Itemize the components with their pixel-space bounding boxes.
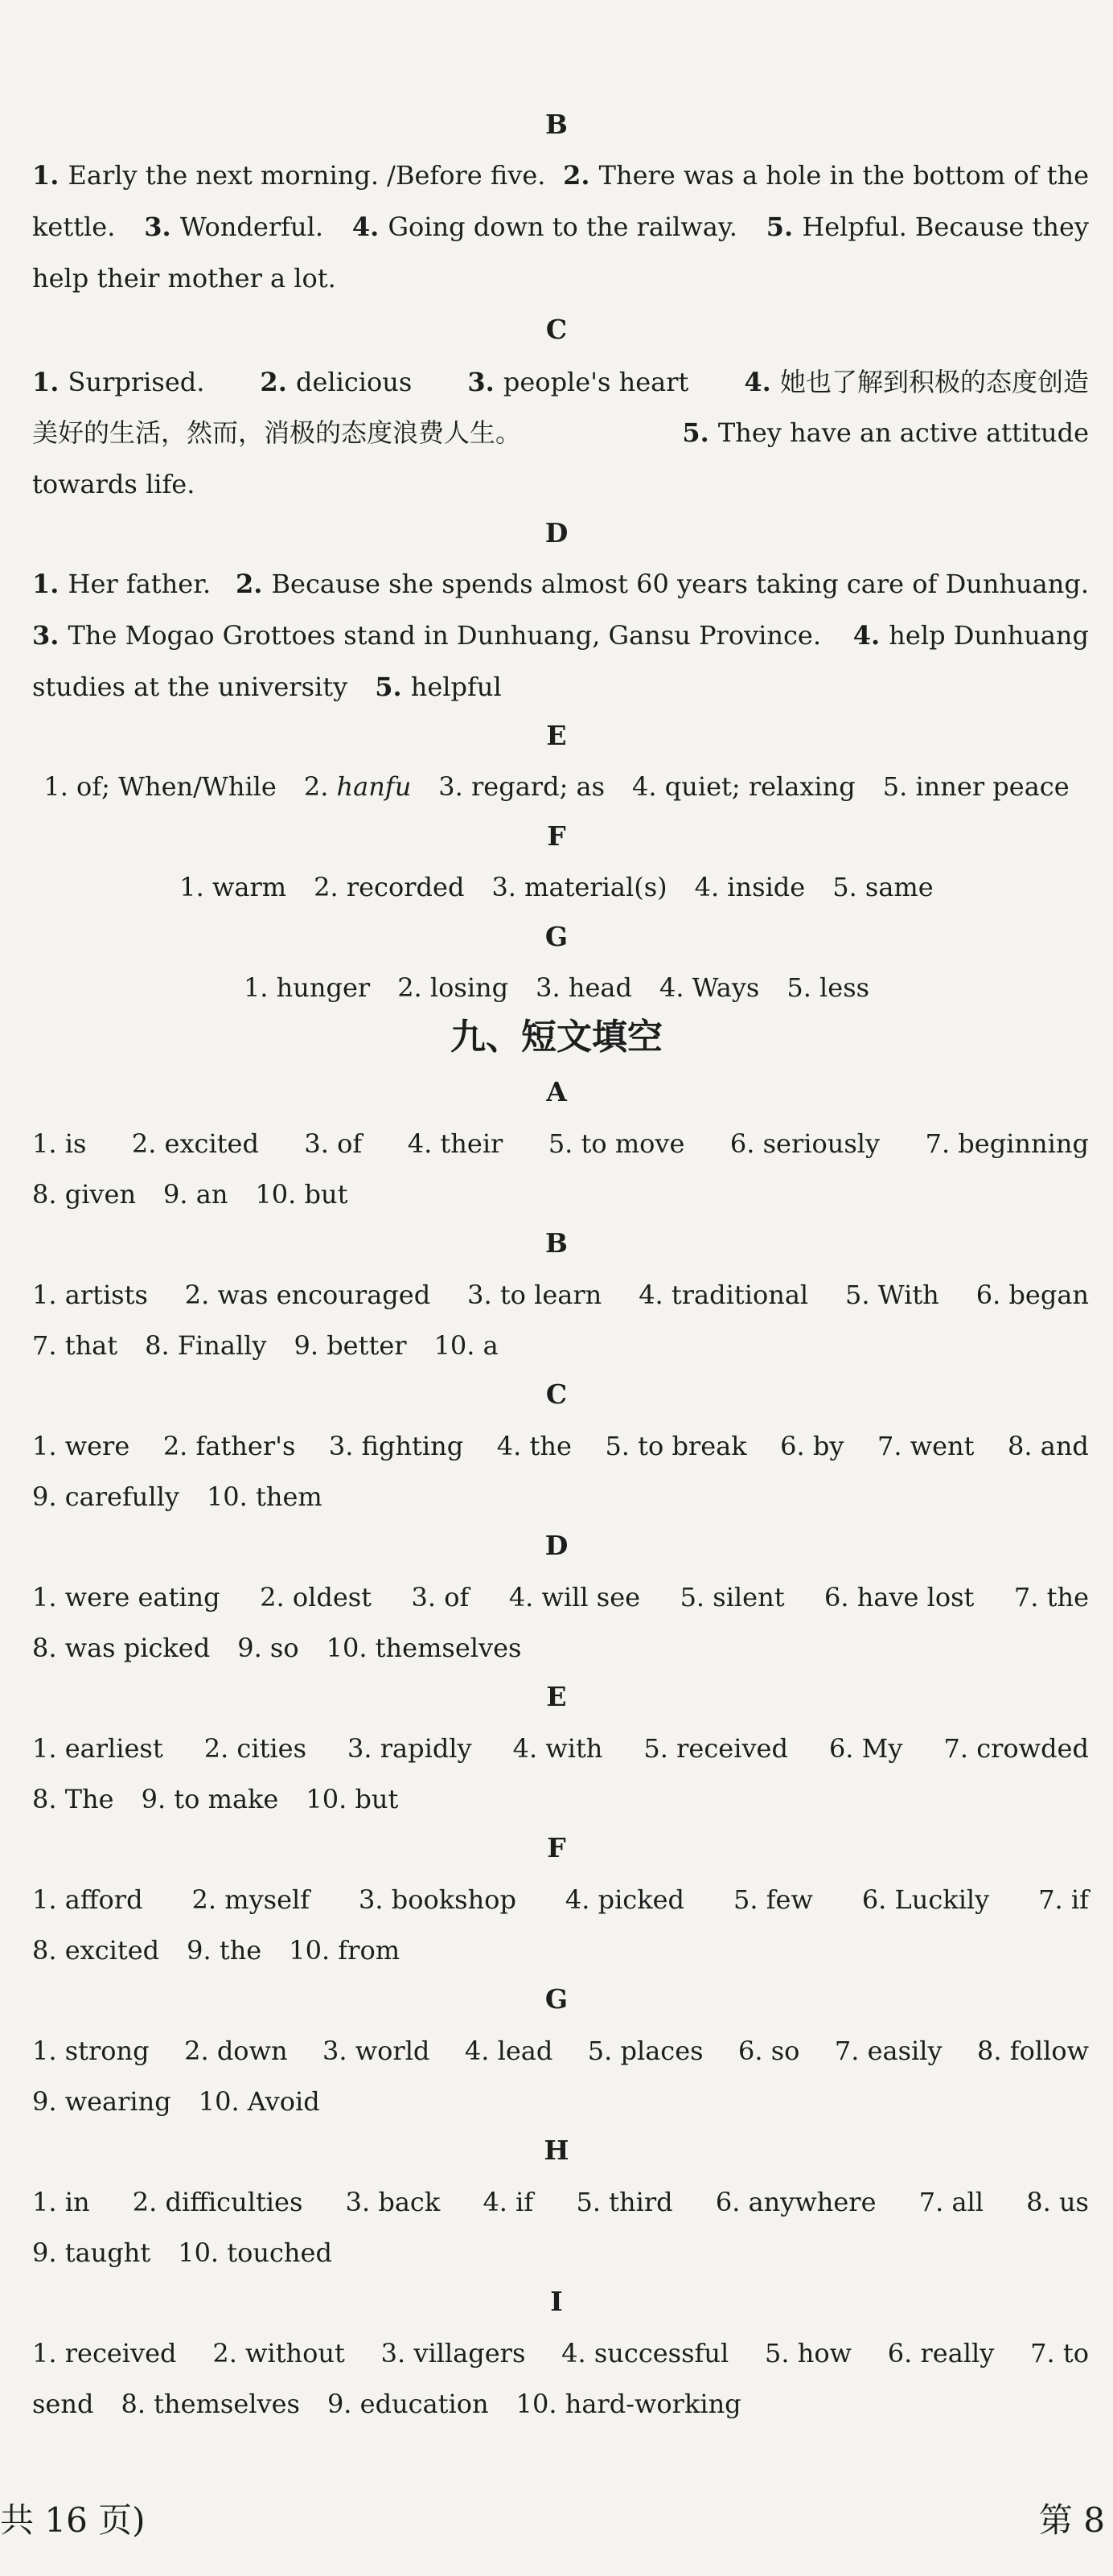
answer-text: 8. themselves (121, 2389, 300, 2419)
answer-line (32, 1884, 1089, 1916)
answer-text: 6. so (738, 2036, 800, 2066)
item-number: 2. (303, 771, 337, 802)
answer-line (32, 2186, 1089, 2218)
answer-line (32, 1329, 1089, 1362)
answer-text: 8. and (1008, 1431, 1089, 1461)
answer-text: 3. rapidly (347, 1733, 472, 1764)
answer-line (32, 2237, 1089, 2269)
answer-text: 9. to make (141, 1784, 279, 1814)
answer-text: 她也了解到积极的态度创造 (779, 367, 1089, 397)
answer-line (0, 770, 1113, 803)
heading-b: B (545, 109, 568, 140)
answer-text: Early the next morning. /Before five. (68, 160, 546, 191)
answer-line (32, 211, 1089, 243)
cloze-heading-c: C (545, 1378, 568, 1410)
answer-text: 6. by (780, 1431, 844, 1461)
answer-text: 7. to (1030, 2338, 1089, 2369)
answer-line (32, 619, 1089, 651)
answer-line (32, 1128, 1089, 1160)
answer-text: 9. so (237, 1633, 299, 1663)
answer-text: 2. without (212, 2338, 345, 2369)
answer-text: 10. touched (178, 2237, 332, 2268)
answer-line (32, 2337, 1089, 2369)
item-number: 5. (766, 212, 803, 242)
item-number: 1. (32, 569, 68, 599)
answer-text: 3. regard; as (438, 771, 606, 802)
answer-text: 8. The (32, 1784, 114, 1814)
answer-text: delicious (295, 367, 413, 397)
item-number: 5. (682, 417, 718, 448)
answer-text: 5. silent (680, 1582, 785, 1613)
answer-text: 10. a (433, 1330, 499, 1361)
answer-text: 7. went (877, 1431, 975, 1461)
answer-text: 4. with (512, 1733, 603, 1764)
answer-line (32, 1178, 1089, 1210)
heading-f: F (547, 820, 566, 852)
answer-line (32, 1632, 1089, 1664)
answer-line (32, 671, 1089, 703)
answer-text: 5. third (576, 2187, 673, 2217)
answer-line (32, 468, 1089, 500)
item-number: 2. (563, 160, 599, 191)
cloze-heading-e: E (546, 1681, 567, 1712)
answer-text: 3. back (345, 2187, 441, 2217)
answer-text: 6. Luckily (861, 1884, 990, 1915)
answer-text: 1. warm (179, 872, 287, 902)
answer-line (32, 1279, 1089, 1311)
item-number: 1. (32, 160, 68, 191)
answer-text: 10. but (255, 1179, 348, 1210)
answer-text: kettle. (32, 212, 116, 242)
answer-text: 9. an (163, 1179, 228, 1210)
answer-text: send (32, 2389, 94, 2419)
answer-text: 4. Ways (659, 972, 760, 1003)
answer-text: The Mogao Grottoes stand in Dunhuang, Gansu Province. (68, 620, 822, 651)
answer-text: 6. began (975, 1280, 1089, 1310)
answer-text: 1. is (32, 1128, 87, 1159)
answer-text: 9. the (187, 1935, 262, 1966)
item-number: 4. (852, 620, 889, 651)
answer-line (32, 568, 1089, 600)
answer-line (32, 2388, 1089, 2420)
cloze-heading-h: H (544, 2134, 569, 2166)
answer-text: 1. were (32, 1431, 130, 1461)
answer-text: 3. fighting (328, 1431, 464, 1461)
answer-line (32, 1481, 1089, 1513)
answer-text: 4. picked (565, 1884, 685, 1915)
answer-text: 2. oldest (260, 1582, 372, 1613)
answer-text: 10. from (289, 1935, 400, 1966)
answer-text: 1. earliest (32, 1733, 163, 1764)
item-number: 2. (235, 569, 272, 599)
cloze-heading-b: B (545, 1227, 568, 1259)
cloze-heading-g: G (544, 1983, 569, 2015)
answer-text: 5. inner peace (882, 771, 1070, 802)
answer-text: 3. head (536, 972, 632, 1003)
item-number: 3. (32, 620, 68, 651)
item-number: 2. (260, 367, 296, 397)
answer-text: 4. if (483, 2187, 534, 2217)
answer-text: 7. the (1013, 1582, 1089, 1613)
answer-text: 4. the (496, 1431, 572, 1461)
item-number: 4. (351, 212, 388, 242)
answer-text: hanfu (336, 771, 412, 802)
answer-text: Her father. (68, 569, 212, 599)
answer-line (32, 1783, 1089, 1815)
answer-text: 5. how (765, 2338, 852, 2369)
answer-text: 6. really (887, 2338, 995, 2369)
answer-line (0, 972, 1113, 1004)
heading-d: D (544, 517, 569, 548)
answer-line (32, 2085, 1089, 2118)
item-number: 1. (32, 367, 68, 397)
cloze-heading-d: D (544, 1530, 569, 1561)
answer-text: 6. have lost (824, 1582, 975, 1613)
answer-text: 1. artists (32, 1280, 148, 1310)
answer-text: Surprised. (68, 367, 205, 397)
answer-text: 2. excited (131, 1128, 259, 1159)
answer-text: 5. less (786, 972, 870, 1003)
answer-line (32, 1581, 1089, 1613)
answer-text: 2. recorded (314, 872, 465, 902)
answer-text: Going down to the railway. (388, 212, 737, 242)
answer-text: 9. wearing (32, 2086, 171, 2117)
answer-text: Because she spends almost 60 years taking care of Dunhuang. (271, 569, 1089, 599)
cloze-heading-a: A (546, 1076, 567, 1107)
item-number: 5. (375, 672, 411, 702)
answer-text: 2. cities (203, 1733, 307, 1764)
answer-text: There was a hole in the bottom of the (598, 160, 1089, 191)
answer-text: 6. anywhere (715, 2187, 877, 2217)
answer-text: Wonderful. (179, 212, 323, 242)
answer-text: 4. quiet; relaxing (632, 771, 856, 802)
answer-text: 4. traditional (639, 1280, 809, 1310)
answer-text: 1. afford (32, 1884, 143, 1915)
answer-text: 1. strong (32, 2036, 150, 2066)
answer-text: 4. successful (561, 2338, 729, 2369)
answer-text: 1. in (32, 2187, 90, 2217)
answer-text: 4. will see (508, 1582, 641, 1613)
answer-text: 4. lead (464, 2036, 553, 2066)
answer-text: 9. education (327, 2389, 489, 2419)
answer-line (32, 366, 1089, 398)
answer-text: They have an active attitude (717, 417, 1089, 448)
answer-text: 8. was picked (32, 1633, 211, 1663)
section-title: 九、短文填空 (450, 1017, 663, 1058)
answer-text: 3. of (304, 1128, 363, 1159)
answer-text: 1. hunger (243, 972, 371, 1003)
answer-text: 2. myself (191, 1884, 310, 1915)
page-number-label: 第 8 (1038, 2500, 1105, 2540)
answer-text: help their mother a lot. (32, 263, 336, 294)
answer-text: 8. us (1026, 2187, 1089, 2217)
answer-text: 2. was encouraged (184, 1280, 431, 1310)
answer-text: 1. received (32, 2338, 177, 2369)
answer-line (32, 417, 1089, 449)
answer-line (0, 871, 1113, 903)
answer-text: 2. father's (162, 1431, 296, 1461)
cloze-heading-i: I (550, 2286, 563, 2317)
answer-text: studies at the university (32, 672, 348, 702)
answer-text: Helpful. Because they (802, 212, 1089, 242)
answer-text: 3. to learn (467, 1280, 602, 1310)
answer-line (32, 1934, 1089, 1966)
answer-line (32, 262, 1089, 294)
answer-text: 6. My (828, 1733, 903, 1764)
answer-line (32, 1732, 1089, 1765)
answer-text: 2. down (184, 2036, 288, 2066)
answer-text: 5. to move (548, 1128, 685, 1159)
answer-text: 3. villagers (380, 2338, 526, 2369)
answer-text: 1. of; When/While (43, 771, 277, 802)
answer-text: help Dunhuang (889, 620, 1089, 651)
answer-text: 7. if (1038, 1884, 1089, 1915)
answer-text: 10. hard-working (515, 2389, 741, 2419)
answer-text: 9. carefully (32, 1481, 179, 1512)
answer-text: 7. crowded (943, 1733, 1089, 1764)
item-number: 4. (744, 367, 780, 397)
answer-text: 9. taught (32, 2237, 151, 2268)
heading-g: G (544, 921, 569, 952)
answer-text: 4. their (407, 1128, 503, 1159)
answer-text: 5. places (587, 2036, 704, 2066)
answer-text: 8. Finally (145, 1330, 267, 1361)
answer-text: 3. of (411, 1582, 470, 1613)
item-number: 3. (467, 367, 503, 397)
answer-text: 1. were eating (32, 1582, 220, 1613)
answer-text: 5. received (643, 1733, 788, 1764)
answer-text: 8. follow (977, 2036, 1089, 2066)
answer-text: 7. that (32, 1330, 118, 1361)
answer-text: 10. but (306, 1784, 399, 1814)
answer-text: 4. inside (694, 872, 806, 902)
answer-text: 10. Avoid (198, 2086, 320, 2117)
answer-text: 9. better (294, 1330, 407, 1361)
answer-text: 10. themselves (326, 1633, 522, 1663)
answer-text: 3. world (322, 2036, 430, 2066)
item-number: 3. (144, 212, 180, 242)
heading-c: C (545, 314, 568, 345)
answer-text: 美好的生活，然而，消极的态度浪费人生。 (32, 417, 522, 448)
answer-text: 10. them (206, 1481, 322, 1512)
answer-text: 2. losing (397, 972, 509, 1003)
answer-line (32, 2035, 1089, 2067)
answer-text: 3. material(s) (491, 872, 667, 902)
heading-e: E (546, 720, 567, 751)
answer-text: 6. seriously (729, 1128, 881, 1159)
answer-text: towards life. (32, 469, 195, 499)
answer-text: 5. With (845, 1280, 939, 1310)
answer-line (32, 159, 1089, 191)
answer-text: 7. easily (834, 2036, 943, 2066)
answer-text: people's heart (503, 367, 689, 397)
answer-text: 7. all (918, 2187, 984, 2217)
answer-text: 3. bookshop (359, 1884, 516, 1915)
answer-text: 5. few (733, 1884, 813, 1915)
answer-text: 7. beginning (925, 1128, 1089, 1159)
answer-text: 8. given (32, 1179, 137, 1210)
answer-text: 5. same (832, 872, 934, 902)
answer-text: 2. difficulties (132, 2187, 303, 2217)
page-total-label: 共 16 页) (0, 2500, 146, 2540)
answer-line (32, 1430, 1089, 1462)
cloze-heading-f: F (547, 1832, 566, 1863)
answer-text: 5. to break (605, 1431, 747, 1461)
answer-text: helpful (410, 672, 502, 702)
answer-text: 8. excited (32, 1935, 160, 1966)
